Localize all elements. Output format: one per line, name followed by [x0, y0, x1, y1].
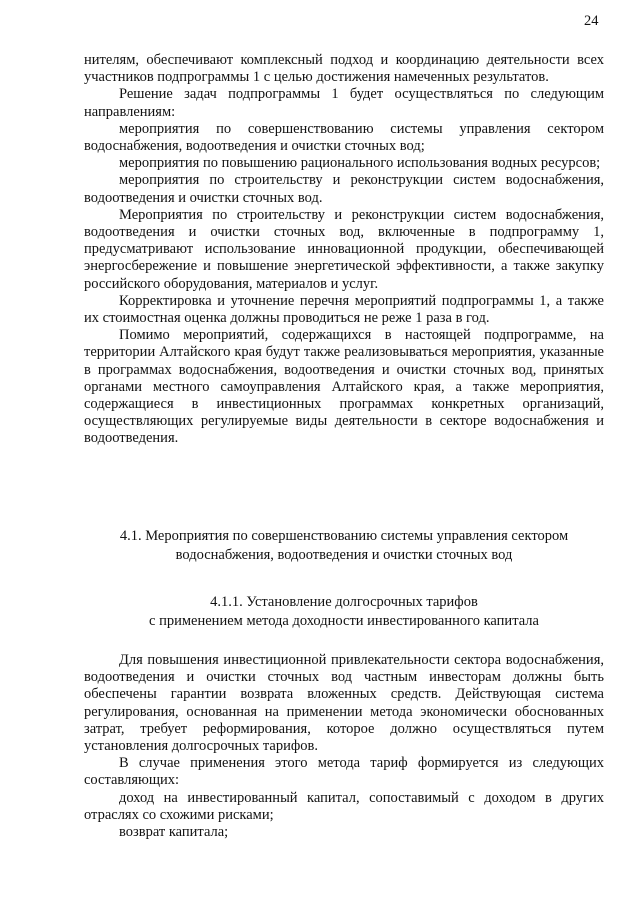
list-item: мероприятия по повышению рационального использования водных ресурсов;	[119, 155, 601, 172]
paragraph: Корректировка и уточнение перечня мероприятий подпрограммы 1, а также их стоимостная оценка должны проводиться не реже 1 раза в год.	[84, 292, 604, 327]
subsection-heading	[84, 593, 604, 631]
section-heading	[84, 527, 604, 565]
list-item: доход на инвестированный капитал, сопоставимый с доходом в других отраслях со схожими рисками;	[84, 789, 604, 823]
section-heading-line: водоснабжения, водоотведения и очистки сточных вод	[175, 547, 513, 563]
list-item: мероприятия по совершенствованию системы управления сектором водоснабжения, водоотведения и очистки сточных вод;	[84, 120, 604, 155]
section-heading-line: 4.1. Мероприятия по совершенствованию системы управления сектором	[119, 528, 569, 544]
list-item: мероприятия по строительству и реконструкции систем водоснабжения, водоотведения и очистки сточных вод.	[84, 172, 604, 206]
paragraph: Помимо мероприятий, содержащихся в настоящей подпрограмме, на территории Алтайского края будут также реализовываться мероприятия, указанные в программах водоснабжения, водоотведения и очистки сточных вод, принятых органами местного самоуправления Алтайского края, а также мероприятия, содержащиеся в инвестиционных программах конкретных организаций, осуществляющих регулируемые виды деятельности в секторе водоснабжения и водоотведения.	[84, 327, 604, 447]
paragraph: Мероприятия по строительству и реконструкции систем водоснабжения, водоотведения и очистки сточных вод, включенные в подпрограмму 1, предусматривают использование инновационной продукции, обеспечивающей энергосбережение и повышение энергетической эффективности, а также закупку российского оборудования, материалов и услуг.	[84, 206, 604, 292]
subsection-heading-line: с применением метода доходности инвестированного капитала	[149, 613, 539, 629]
paragraph: Для повышения инвестиционной привлекательности сектора водоснабжения, водоотведения и очистки сточных вод частным инвесторам должны быть обеспечены гарантии возврата вложенных средств. Действующая система регулирования, основанная на применении метода экономически обоснованных затрат, требует реформирования, которое должно осуществляться путем установления долгосрочных тарифов.	[84, 652, 604, 755]
paragraph: нителям, обеспечивают комплексный подход и координацию деятельности всех участников подпрограммы 1 с целью достижения намеченных результатов.	[84, 52, 604, 86]
paragraph: Решение задач подпрограммы 1 будет осуществляться по следующим направлениям:	[84, 86, 604, 120]
intro-section	[84, 52, 604, 448]
body-section	[84, 652, 604, 841]
page-number: 24	[584, 13, 599, 29]
paragraph: В случае применения этого метода тариф формируется из следующих составляющих:	[84, 755, 604, 789]
list-item: возврат капитала;	[119, 824, 229, 841]
subsection-heading-line: 4.1.1. Установление долгосрочных тарифов	[210, 594, 478, 610]
